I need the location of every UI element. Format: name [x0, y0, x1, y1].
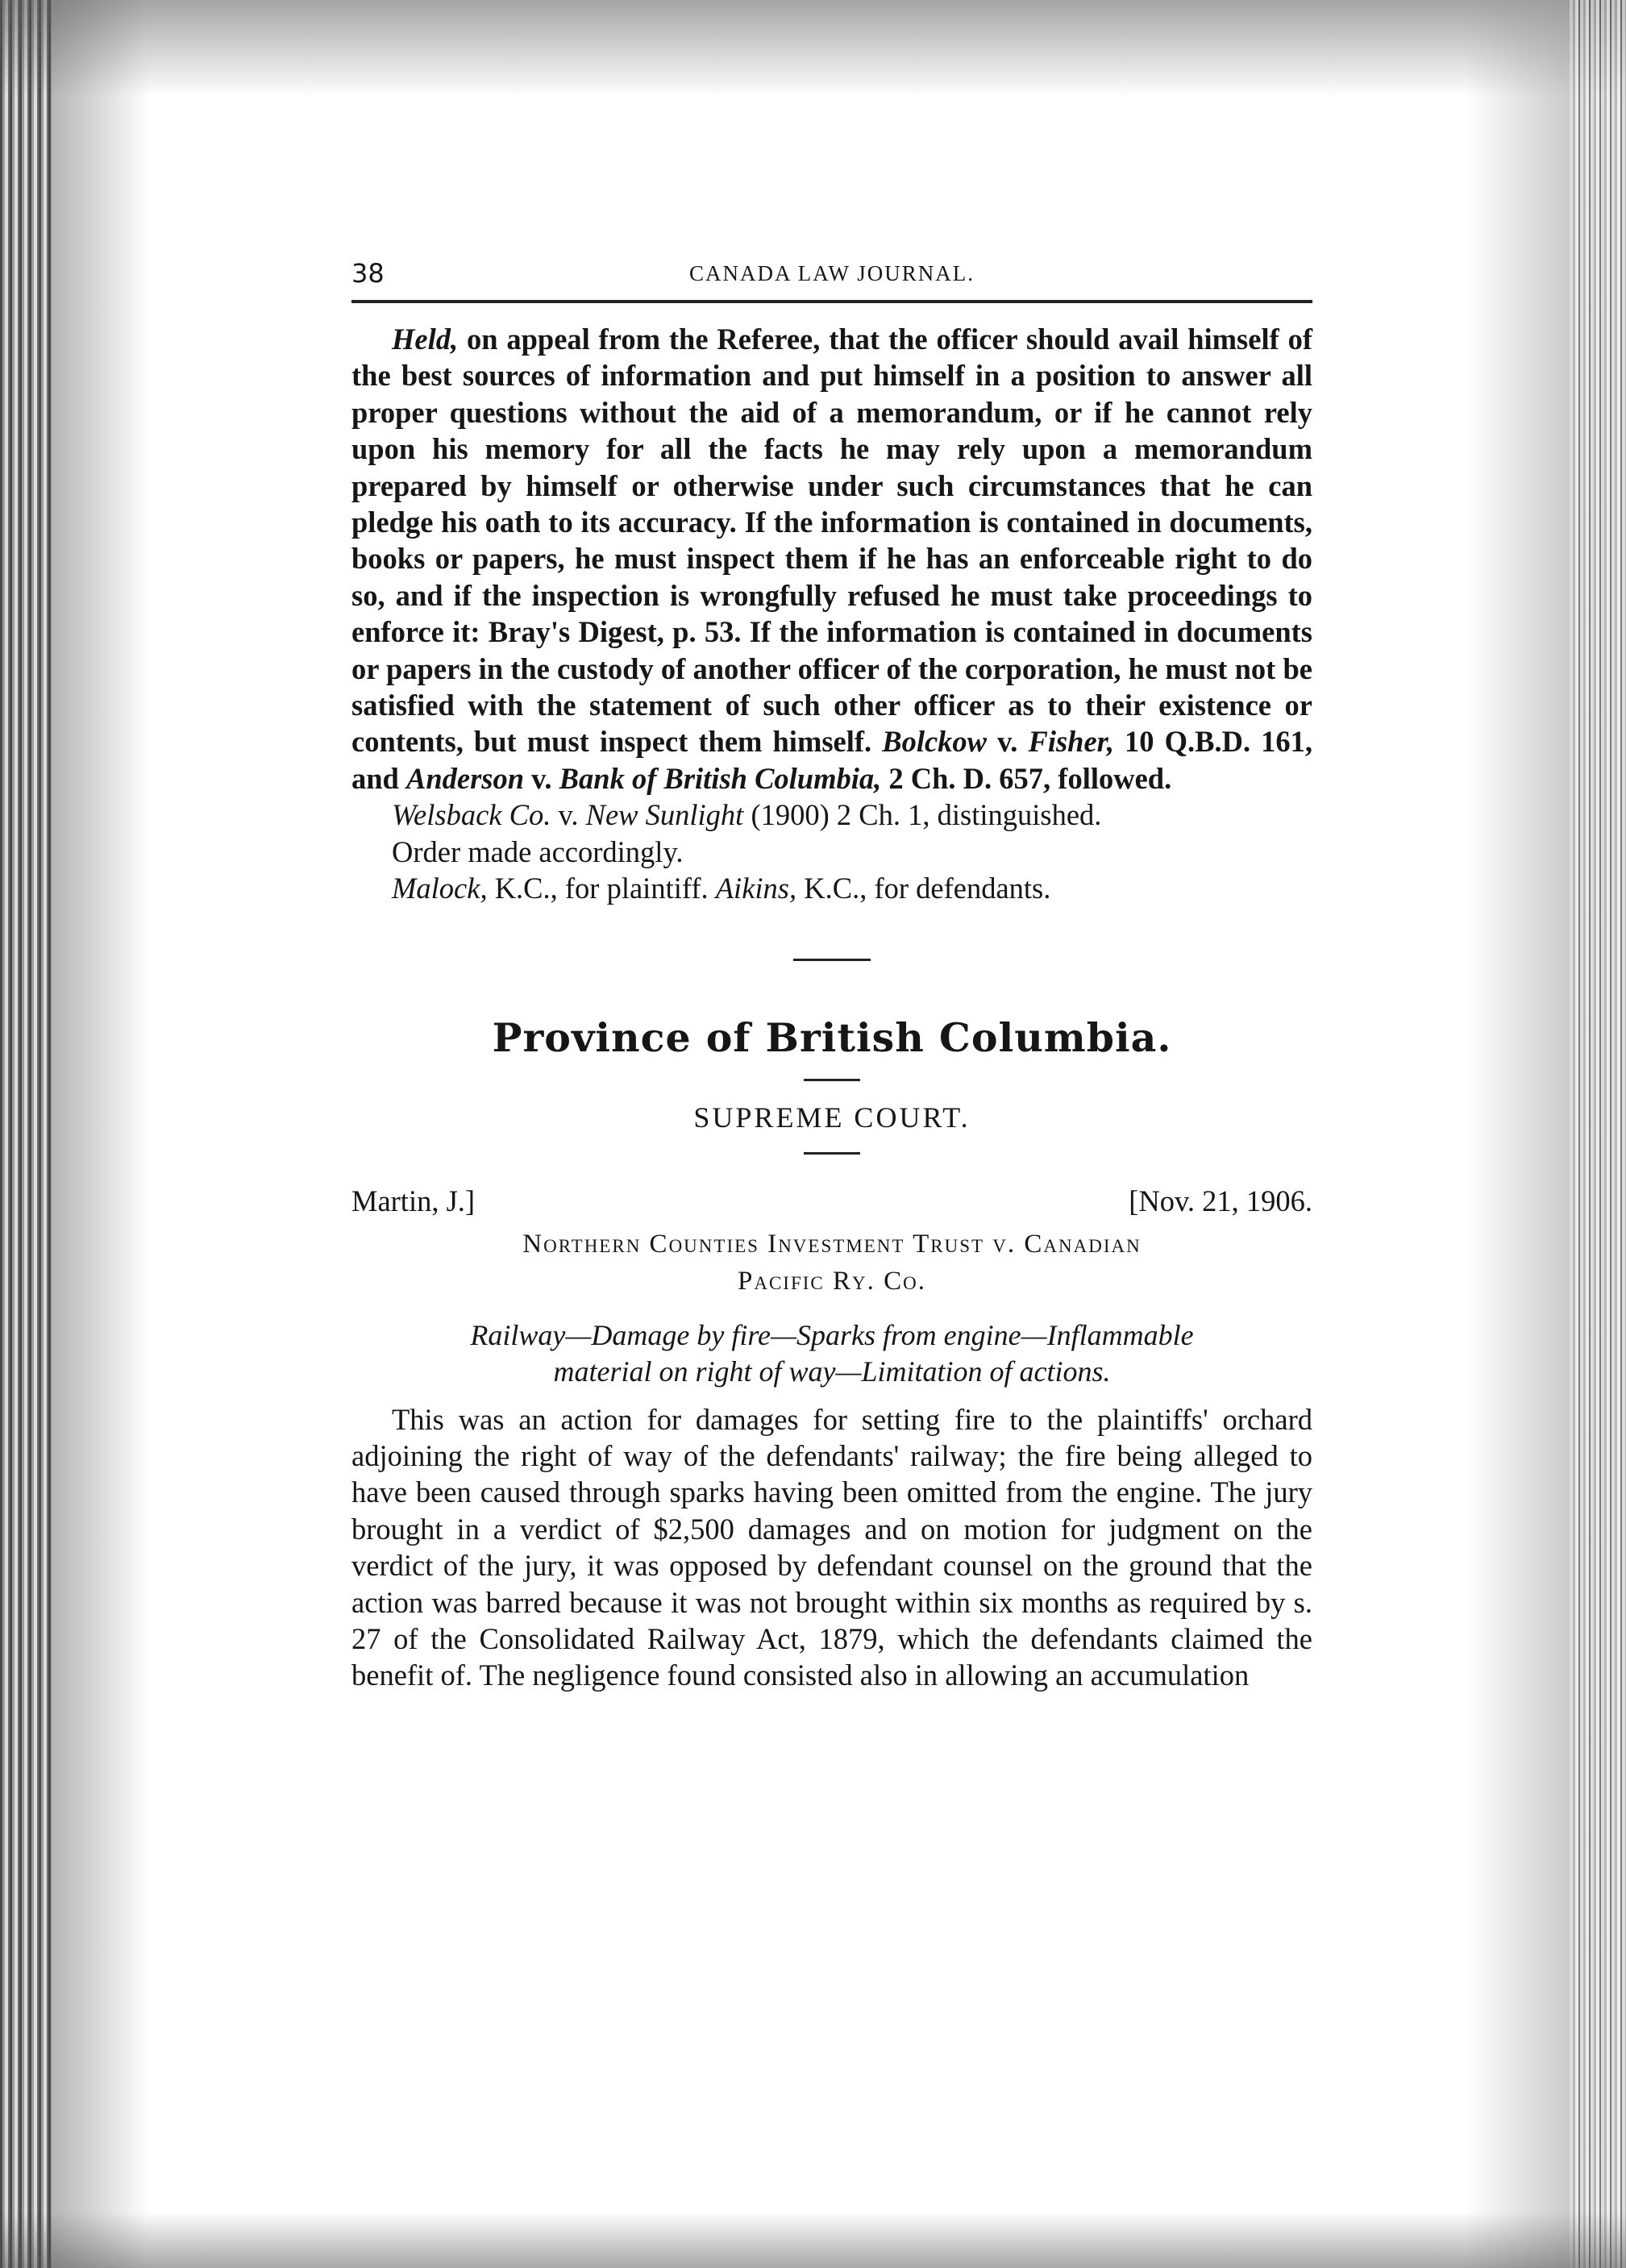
scan-shadow-right: [1465, 0, 1570, 2268]
counsel-defendants: Aikins,: [715, 872, 797, 905]
case-new-sunlight: New Sunlight: [585, 798, 744, 832]
court-title: SUPREME COURT.: [693, 1101, 971, 1134]
versus: v.: [987, 725, 1029, 759]
held-lead: Held,: [392, 323, 459, 356]
counsel-line: [351, 870, 1312, 906]
decision-date: [Nov. 21, 1906.: [1129, 1184, 1312, 1217]
case-title-line: Northern Counties Investment Trust v. Canadian: [522, 1229, 1142, 1259]
judge-date-line: [351, 1184, 1312, 1222]
journal-title: CANADA LAW JOURNAL.: [688, 261, 975, 285]
section-divider: [793, 959, 871, 961]
versus: v.: [551, 798, 586, 832]
scan-edge-left: [0, 0, 52, 2268]
case-fisher: Fisher,: [1028, 725, 1114, 759]
counsel-role: K.C., for plaintiff.: [487, 872, 716, 905]
held-text: on appeal from the Referee, that the officer should avail himself of the best sources of information and put himself in a position to answer all proper questions without the aid of a memorandum, or if he cannot rely upon his memory for all the facts he may rely upon a memorandum prepared by himself or otherwise under such circumstances that he can pledge his oath to its accuracy. If the information is contained in documents, books or papers, he must inspect them if he has an enforceable right to do so, and if the inspection is wrongfully refused he must take proceedings to enforce it: Bray's Digest, p. 53. If the information is contained in documents or papers in the custody of another officer of the corporation, he must not be satisfied with the statement of such other officer as to their existence or contents, but must inspect them himself.: [351, 323, 1312, 759]
body-paragraph: This was an action for damages for setting fire to the plaintiffs' orchard adjoining the right of way of the defendants' railway; the fire being alleged to have been caused through sparks having been omitted from the engine. The jury brought in a verdict of $2,500 damages and on motion for judgment on the verdict of the jury, it was opposed by defendant counsel on the ground that the action was barred because it was not brought within six months as required by s. 27 of the Consolidated Railway Act, 1879, which the defendants claimed the benefit of. The negligence found consisted also in allowing an accumulation: [351, 1402, 1312, 1692]
scan-shadow-bottom: [0, 2212, 1626, 2268]
citation: 10 Q.B.D. 161, and: [351, 725, 1312, 795]
province-title: Province of British Columbia.: [492, 1013, 1172, 1061]
section-divider: [804, 1152, 860, 1155]
distinguished-line: [351, 797, 1312, 833]
case-bolckow: Bolckow: [882, 725, 988, 759]
case-welsback: Welsback Co.: [392, 798, 551, 832]
header-rule: [351, 300, 1312, 303]
headnote-line: material on right of way—Limitation of actions.: [553, 1355, 1111, 1388]
page-number: 38: [351, 258, 385, 289]
counsel-role: K.C., for defendants.: [796, 872, 1051, 905]
case-anderson: Anderson: [405, 761, 525, 795]
section-divider: [804, 1079, 860, 1081]
case-title: [351, 1226, 1312, 1300]
counsel-plaintiff: Malock,: [392, 872, 488, 905]
case-bank-bc: Bank of British Columbia,: [559, 761, 882, 795]
scan-edge-right: [1570, 0, 1626, 2268]
citation: (1900) 2 Ch. 1, distinguished.: [743, 798, 1102, 832]
running-head: [351, 258, 1312, 295]
scan-shadow-top: [0, 0, 1626, 97]
scan-shadow-left: [52, 0, 148, 2268]
held-paragraph: [351, 321, 1312, 797]
headnote: [351, 1317, 1312, 1390]
headnote-line: Railway—Damage by fire—Sparks from engine—Inflammable: [470, 1318, 1194, 1351]
journal-page: [351, 258, 1312, 1694]
case-title-line: Pacific Ry. Co.: [738, 1266, 926, 1296]
citation: 2 Ch. D. 657, followed.: [881, 761, 1172, 795]
order-line: Order made accordingly.: [392, 834, 684, 868]
judge-name: Martin, J.]: [351, 1184, 476, 1217]
versus: v.: [524, 761, 559, 795]
